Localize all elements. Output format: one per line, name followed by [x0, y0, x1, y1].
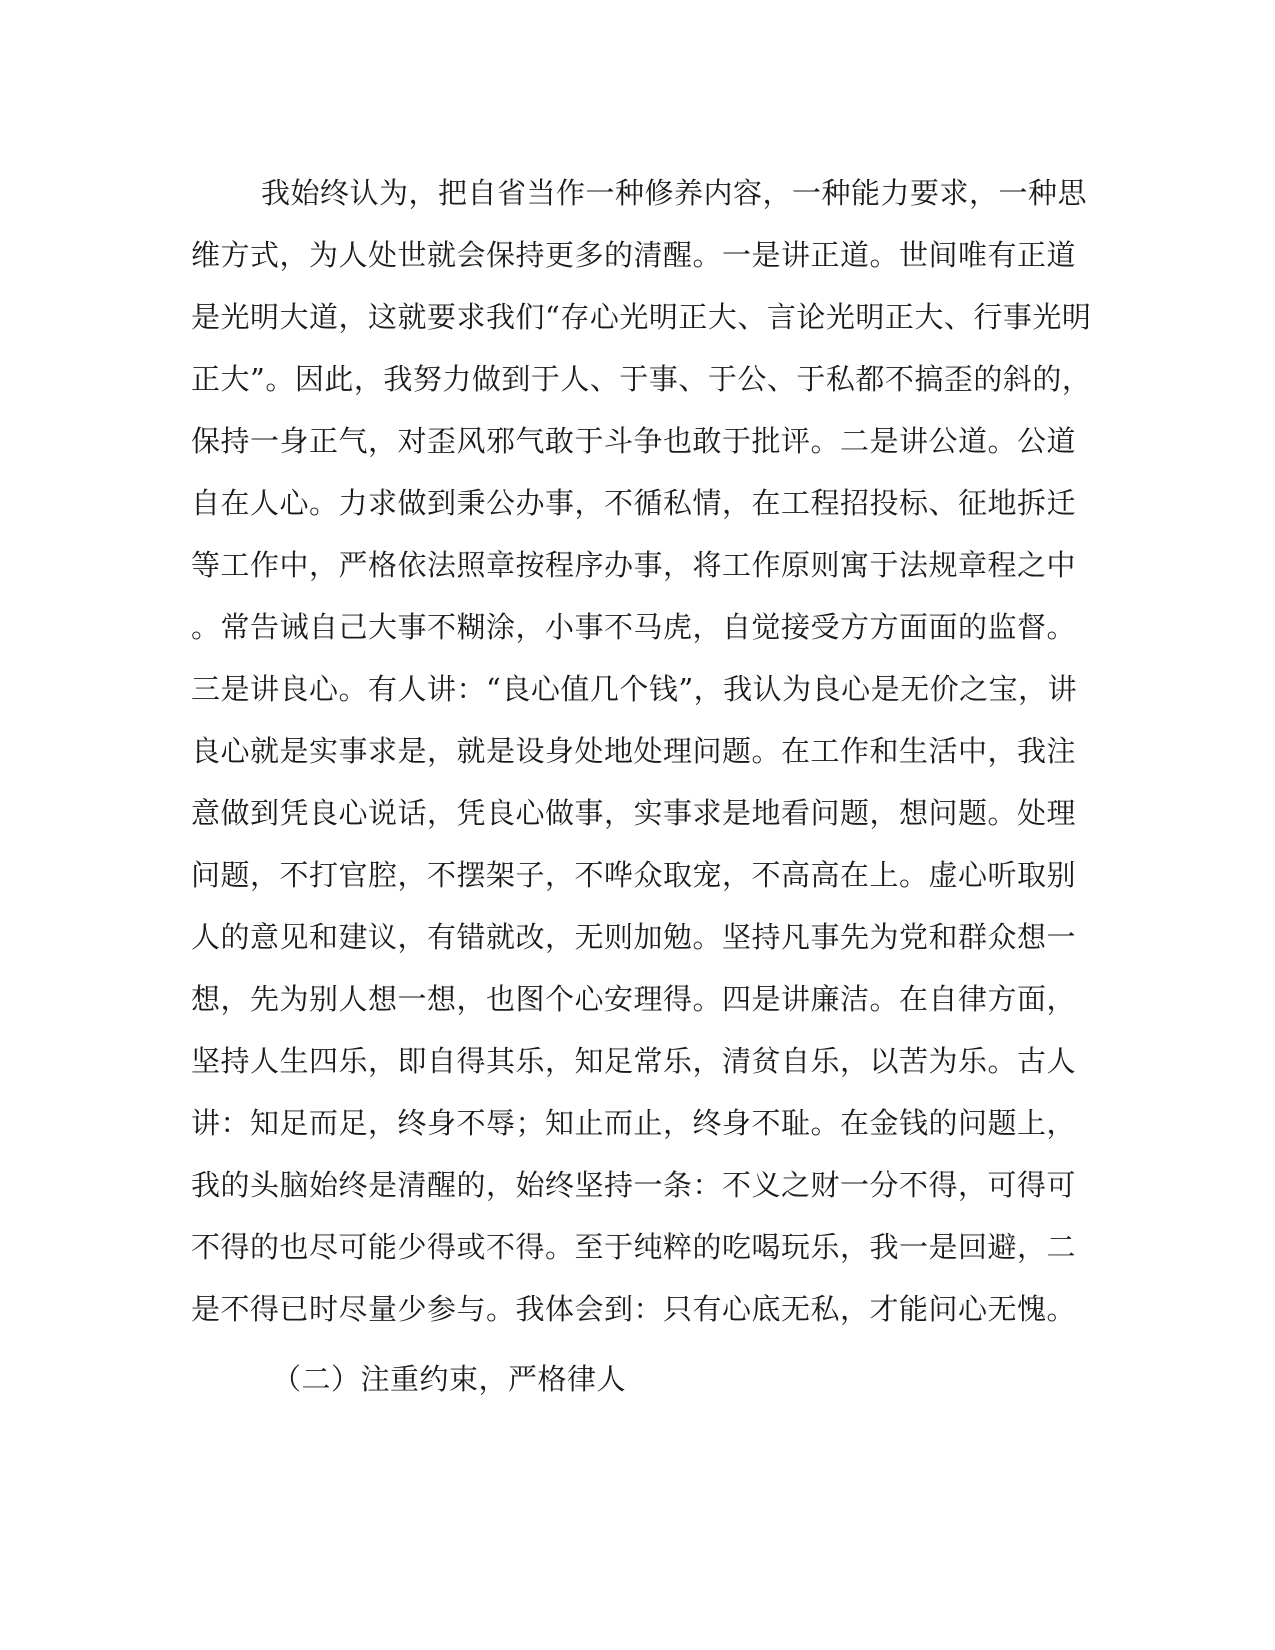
paragraph-line: 想，先为别人想一想，也图个心安理得。四是讲廉洁。在自律方面， [191, 982, 1077, 1016]
paragraph-line: 维方式，为人处世就会保持更多的清醒。一是讲正道。世间唯有正道 [191, 238, 1077, 272]
paragraph-line: 三是讲良心。有人讲：“良心值几个钱”，我认为良心是无价之宝，讲 [191, 672, 1078, 706]
paragraph-line: 是光明大道，这就要求我们“存心光明正大、言论光明正大、行事光明 [191, 300, 1092, 334]
paragraph-line: 保持一身正气，对歪风邪气敢于斗争也敢于批评。二是讲公道。公道 [191, 424, 1077, 458]
section-heading: （二）注重约束，严格律人 [272, 1362, 627, 1396]
paragraph-line: 自在人心。力求做到秉公办事，不循私情，在工程招投标、征地拆迁 [191, 486, 1077, 520]
paragraph-line: 问题，不打官腔，不摆架子，不哗众取宠，不高高在上。虚心听取别 [191, 858, 1077, 892]
paragraph-line: 坚持人生四乐，即自得其乐，知足常乐，清贫自乐，以苦为乐。古人 [191, 1044, 1077, 1078]
body-paragraph [191, 162, 1092, 1340]
paragraph-line: 讲：知足而足，终身不辱；知止而止，终身不耻。在金钱的问题上， [191, 1106, 1077, 1140]
paragraph-line: 不得的也尽可能少得或不得。至于纯粹的吃喝玩乐，我一是回避，二 [191, 1230, 1077, 1264]
paragraph-line: 人的意见和建议，有错就改，无则加勉。坚持凡事先为党和群众想一 [191, 920, 1077, 954]
paragraph-line: 我始终认为，把自省当作一种修养内容，一种能力要求，一种思 [261, 176, 1088, 210]
paragraph-line: 意做到凭良心说话，凭良心做事，实事求是地看问题，想问题。处理 [191, 796, 1077, 830]
paragraph-line: 等工作中，严格依法照章按程序办事，将工作原则寓于法规章程之中 [191, 548, 1077, 582]
paragraph-line: 正大”。因此，我努力做到于人、于事、于公、于私都不搞歪的斜的， [191, 362, 1092, 396]
paragraph-line: 良心就是实事求是，就是设身处地处理问题。在工作和生活中，我注 [191, 734, 1077, 768]
paragraph-line: 我的头脑始终是清醒的，始终坚持一条：不义之财一分不得，可得可 [191, 1168, 1077, 1202]
paragraph-line: 。常告诫自己大事不糊涂，小事不马虎，自觉接受方方面面的监督。 [191, 610, 1077, 644]
paragraph-line: 是不得已时尽量少参与。我体会到：只有心底无私，才能问心无愧。 [191, 1292, 1077, 1326]
